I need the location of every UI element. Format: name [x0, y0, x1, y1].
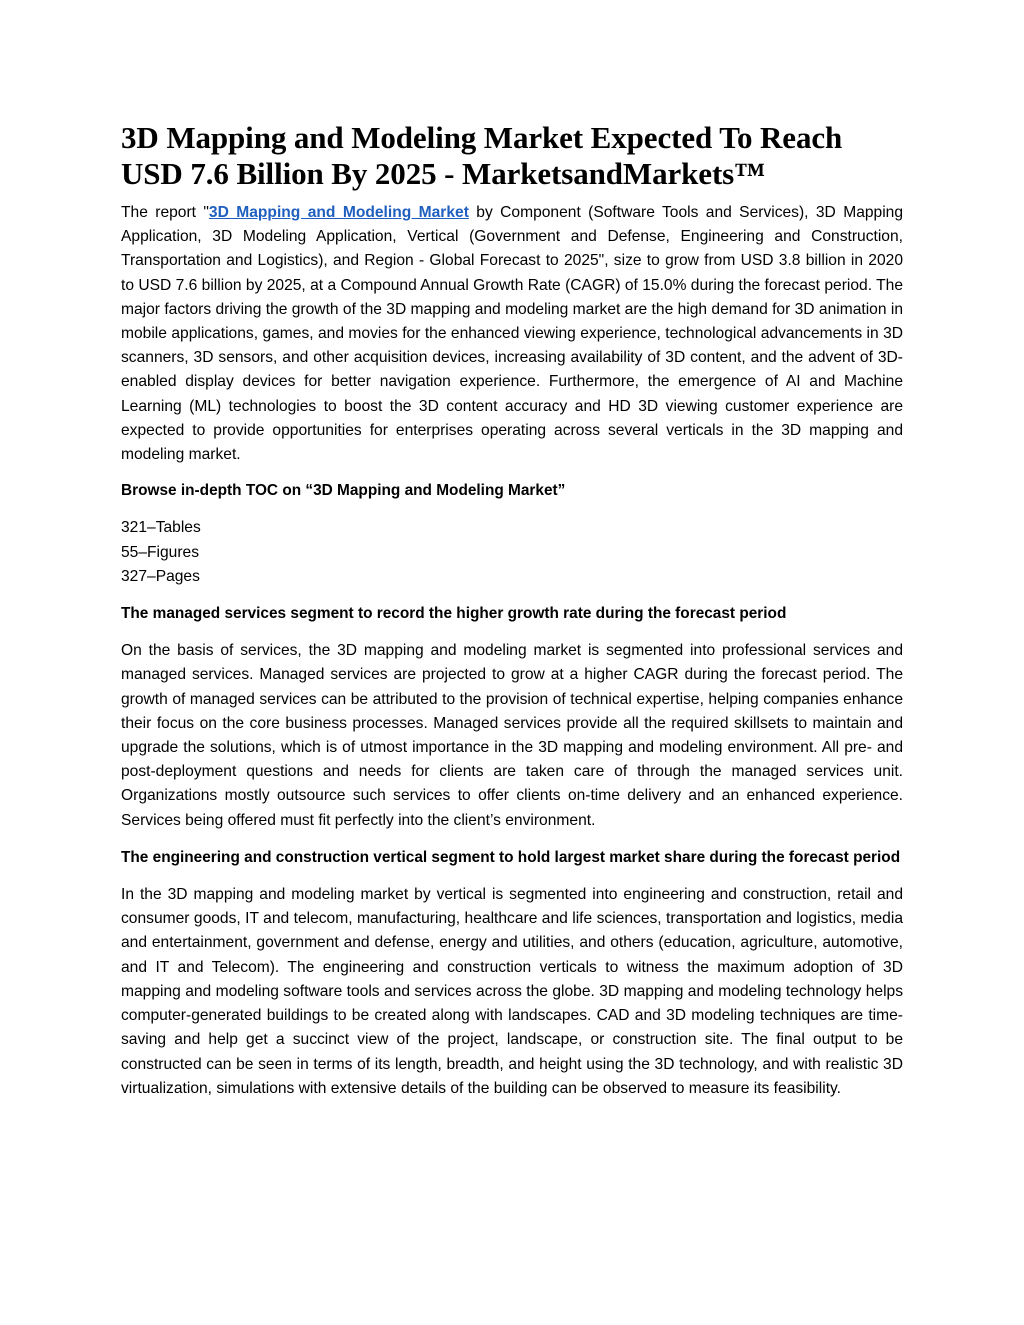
intro-paragraph: [121, 201, 903, 467]
document-page: [121, 120, 903, 1114]
section-body-engineering-construction: In the 3D mapping and modeling market by vertical is segmented into engineering and construction, retail and consumer goods, IT and telecom, manufacturing, healthcare and life sciences, transportation and logistics, media and entertainment, government and defense, energy and utilities, and others (education, agriculture, automotive, and IT and Telecom). The engineering and construction verticals to witness the maximum adoption of 3D mapping and modeling software tools and services across the globe. 3D mapping and modeling technology helps computer-generated buildings to be created along with landscapes. CAD and 3D modeling techniques are time-saving and help get a succinct view of the project, landscape, or construction site. The final output to be constructed can be seen in terms of its length, breadth, and height using the 3D technology, and with realistic 3D virtualization, simulations with extensive details of the building can be observed to measure its feasibility.: [121, 886, 903, 1097]
toc-item-pages: 327–Pages: [121, 567, 200, 585]
section-heading-engineering-construction: The engineering and construction vertical segment to hold largest market share during the forecast period: [121, 848, 901, 866]
section-heading-managed-services: The managed services segment to record the higher growth rate during the forecast period: [121, 605, 787, 623]
toc-item-tables: 321–Tables: [121, 519, 201, 537]
intro-text-before-link: The report ": [121, 204, 209, 221]
section-body-managed-services: On the basis of services, the 3D mapping and modeling market is segmented into professional services and managed services. Managed services are projected to grow at a higher CAGR during the forecast period. The growth of managed services can be attributed to the provision of technical expertise, helping companies enhance their focus on the core business processes. Managed services provide all the required skillsets to maintain and upgrade the solutions, which is of utmost importance in the 3D mapping and modeling environment. All pre- and post-deployment questions and needs for clients are taken care of through the managed services unit. Organizations mostly outsource such services to offer clients on-time delivery and an enhanced experience. Services being offered must fit perfectly into the client’s environment.: [121, 642, 903, 829]
page-title: 3D Mapping and Modeling Market Expected To Reach USD 7.6 Billion By 2025 - MarketsandMarkets™: [121, 120, 843, 191]
toc-item-figures: 55–Figures: [121, 543, 200, 561]
intro-text-after-link: by Component (Software Tools and Services), 3D Mapping Application, 3D Modeling Application, Vertical (Government and Defense, Engineering and Construction, Transportation and Logistics), and Region - Global Forecast to 2025", size to grow from USD 3.8 billion in 2020 to USD 7.6 billion by 2025, at a Compound Annual Growth Rate (CAGR) of 15.0% during the forecast period. The major factors driving the growth of the 3D mapping and modeling market are the high demand for 3D animation in mobile applications, games, and movies for the enhanced viewing experience, technological advancements in 3D scanners, 3D sensors, and other acquisition devices, increasing availability of 3D content, and the advent of 3D-enabled display devices for better navigation experience. Furthermore, the emergence of AI and Machine Learning (ML) technologies to boost the 3D content accuracy and HD 3D viewing customer experience are expected to provide opportunities for enterprises operating across several verticals in the 3D mapping and modeling market.: [121, 204, 904, 464]
report-link[interactable]: 3D Mapping and Modeling Market: [208, 204, 469, 221]
toc-heading: Browse in-depth TOC on “3D Mapping and Modeling Market”: [121, 482, 566, 500]
toc-list: [121, 516, 903, 589]
